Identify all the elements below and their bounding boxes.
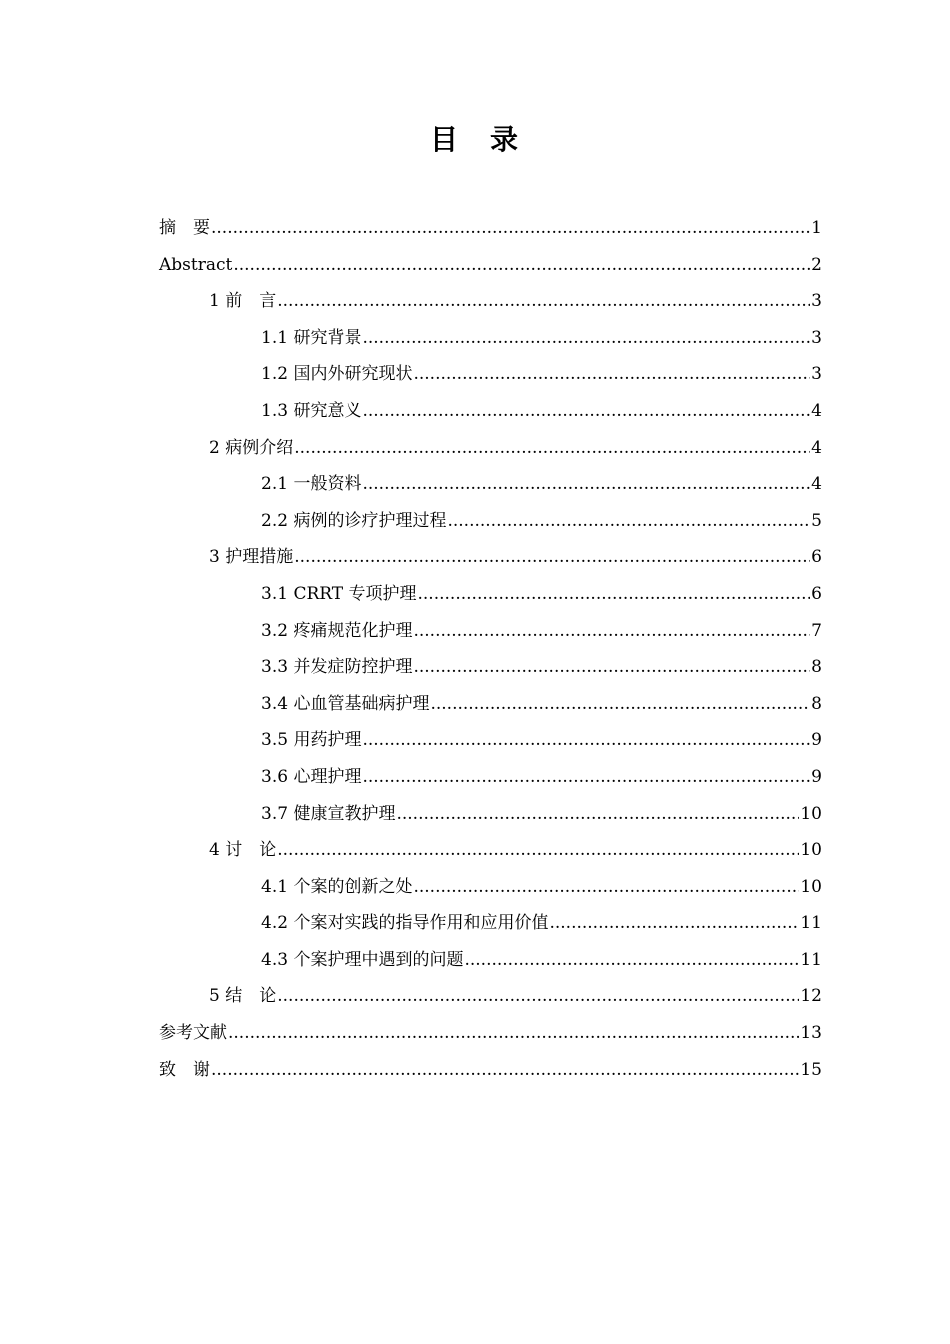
- toc-entry-page-number: 6: [811, 547, 822, 568]
- toc-entry-page-number: 11: [800, 949, 822, 970]
- toc-entry-label: 参考文献: [159, 1023, 227, 1044]
- toc-entry[interactable]: [159, 356, 822, 393]
- toc-entry[interactable]: [159, 759, 822, 796]
- dot-leader: [277, 283, 810, 320]
- toc-entry-label: 2.1 一般资料: [261, 474, 362, 495]
- toc-entry[interactable]: [159, 430, 822, 467]
- toc-entry-label: 3.5 用药护理: [261, 730, 362, 751]
- toc-entry-label: 4.1 个案的创新之处: [261, 876, 413, 897]
- toc-entry-page-number: 7: [811, 620, 822, 641]
- toc-entry-page-number: 5: [811, 510, 822, 531]
- toc-entry-label: 3.1 CRRT 专项护理: [261, 583, 417, 604]
- toc-entry[interactable]: [159, 466, 822, 503]
- toc-entry-page-number: 13: [800, 1023, 822, 1044]
- toc-entry[interactable]: [159, 613, 822, 650]
- dot-leader: [447, 503, 810, 540]
- toc-entry-label: 1 前 言: [209, 291, 277, 312]
- toc-entry-page-number: 8: [811, 657, 822, 678]
- toc-entry-label: 摘 要: [159, 218, 210, 238]
- dot-leader: [362, 759, 810, 796]
- toc-entry[interactable]: [159, 320, 822, 357]
- dot-leader: [413, 869, 799, 906]
- dot-leader: [413, 613, 810, 650]
- dot-leader: [549, 905, 799, 942]
- dot-leader: [362, 320, 810, 357]
- toc-entry[interactable]: [159, 832, 822, 869]
- toc-entry[interactable]: [159, 539, 822, 576]
- toc-entry-page-number: 10: [800, 803, 822, 824]
- toc-entry[interactable]: [159, 978, 822, 1015]
- toc-entry-label: 3.2 疼痛规范化护理: [261, 620, 413, 641]
- toc-entry[interactable]: [159, 1052, 822, 1089]
- toc-entry-page-number: 4: [811, 400, 822, 421]
- toc-entry[interactable]: [159, 942, 822, 979]
- toc-entry-page-number: 3: [811, 364, 822, 385]
- toc-entry[interactable]: [159, 247, 822, 284]
- dot-leader: [211, 1052, 799, 1089]
- dot-leader: [464, 942, 799, 979]
- toc-entry[interactable]: [159, 503, 822, 540]
- toc-entry-label: 1.1 研究背景: [261, 327, 362, 348]
- toc-entry-label: 4.3 个案护理中遇到的问题: [261, 949, 464, 970]
- toc-entry-page-number: 12: [800, 986, 822, 1007]
- dot-leader: [277, 832, 799, 869]
- toc-entry-label: 3.4 心血管基础病护理: [261, 693, 430, 714]
- toc-entry-page-number: 4: [811, 437, 822, 458]
- toc-entry-page-number: 11: [800, 913, 822, 934]
- dot-leader: [362, 722, 810, 759]
- toc-entry[interactable]: [159, 576, 822, 613]
- dot-leader: [294, 539, 810, 576]
- toc-entry-label: 1.2 国内外研究现状: [261, 364, 413, 385]
- page-title: 目 录: [429, 123, 520, 156]
- toc-entry-label: 1.3 研究意义: [261, 400, 362, 421]
- dot-leader: [294, 430, 810, 467]
- toc-entry[interactable]: [159, 869, 822, 906]
- toc-entry-page-number: 3: [811, 291, 822, 312]
- toc-entry-page-number: 8: [811, 693, 822, 714]
- toc-entry[interactable]: [159, 210, 822, 247]
- table-of-contents: [159, 210, 822, 1088]
- toc-entry[interactable]: [159, 686, 822, 723]
- dot-leader: [413, 649, 810, 686]
- toc-entry[interactable]: [159, 649, 822, 686]
- toc-entry-page-number: 9: [811, 766, 822, 787]
- toc-entry[interactable]: [159, 796, 822, 833]
- dot-leader: [396, 796, 799, 833]
- toc-entry[interactable]: [159, 283, 822, 320]
- toc-entry-page-number: 10: [800, 840, 822, 861]
- toc-entry-page-number: 1: [811, 218, 822, 238]
- toc-entry[interactable]: [159, 722, 822, 759]
- toc-entry-label: 4 讨 论: [209, 840, 277, 861]
- toc-entry-label: 3.6 心理护理: [261, 766, 362, 787]
- toc-entry-label: 5 结 论: [209, 986, 277, 1007]
- toc-entry-label: 3.7 健康宣教护理: [261, 803, 396, 824]
- toc-entry-label: 4.2 个案对实践的指导作用和应用价值: [261, 913, 549, 934]
- dot-leader: [362, 393, 810, 430]
- dot-leader: [277, 978, 799, 1015]
- dot-leader: [418, 576, 811, 613]
- dot-leader: [228, 1015, 799, 1052]
- toc-entry[interactable]: [159, 1015, 822, 1052]
- dot-leader: [233, 247, 810, 284]
- toc-entry-label: 3.3 并发症防控护理: [261, 657, 413, 678]
- toc-entry[interactable]: [159, 393, 822, 430]
- toc-entry-page-number: 9: [811, 730, 822, 751]
- toc-entry[interactable]: [159, 905, 822, 942]
- toc-entry-page-number: 4: [811, 474, 822, 495]
- toc-entry-label: 3 护理措施: [209, 547, 294, 568]
- dot-leader: [211, 210, 810, 247]
- toc-entry-page-number: 15: [800, 1059, 822, 1080]
- toc-entry-label: 2 病例介绍: [209, 437, 294, 458]
- dot-leader: [413, 356, 810, 393]
- toc-entry-page-number: 6: [811, 583, 822, 604]
- toc-entry-label: 2.2 病例的诊疗护理过程: [261, 510, 447, 531]
- dot-leader: [362, 466, 810, 503]
- toc-entry-page-number: 2: [811, 254, 822, 275]
- toc-entry-page-number: 3: [811, 327, 822, 348]
- toc-entry-page-number: 10: [800, 876, 822, 897]
- toc-entry-label: 致 谢: [159, 1059, 210, 1080]
- dot-leader: [430, 686, 810, 723]
- toc-entry-label: Abstract: [159, 254, 233, 275]
